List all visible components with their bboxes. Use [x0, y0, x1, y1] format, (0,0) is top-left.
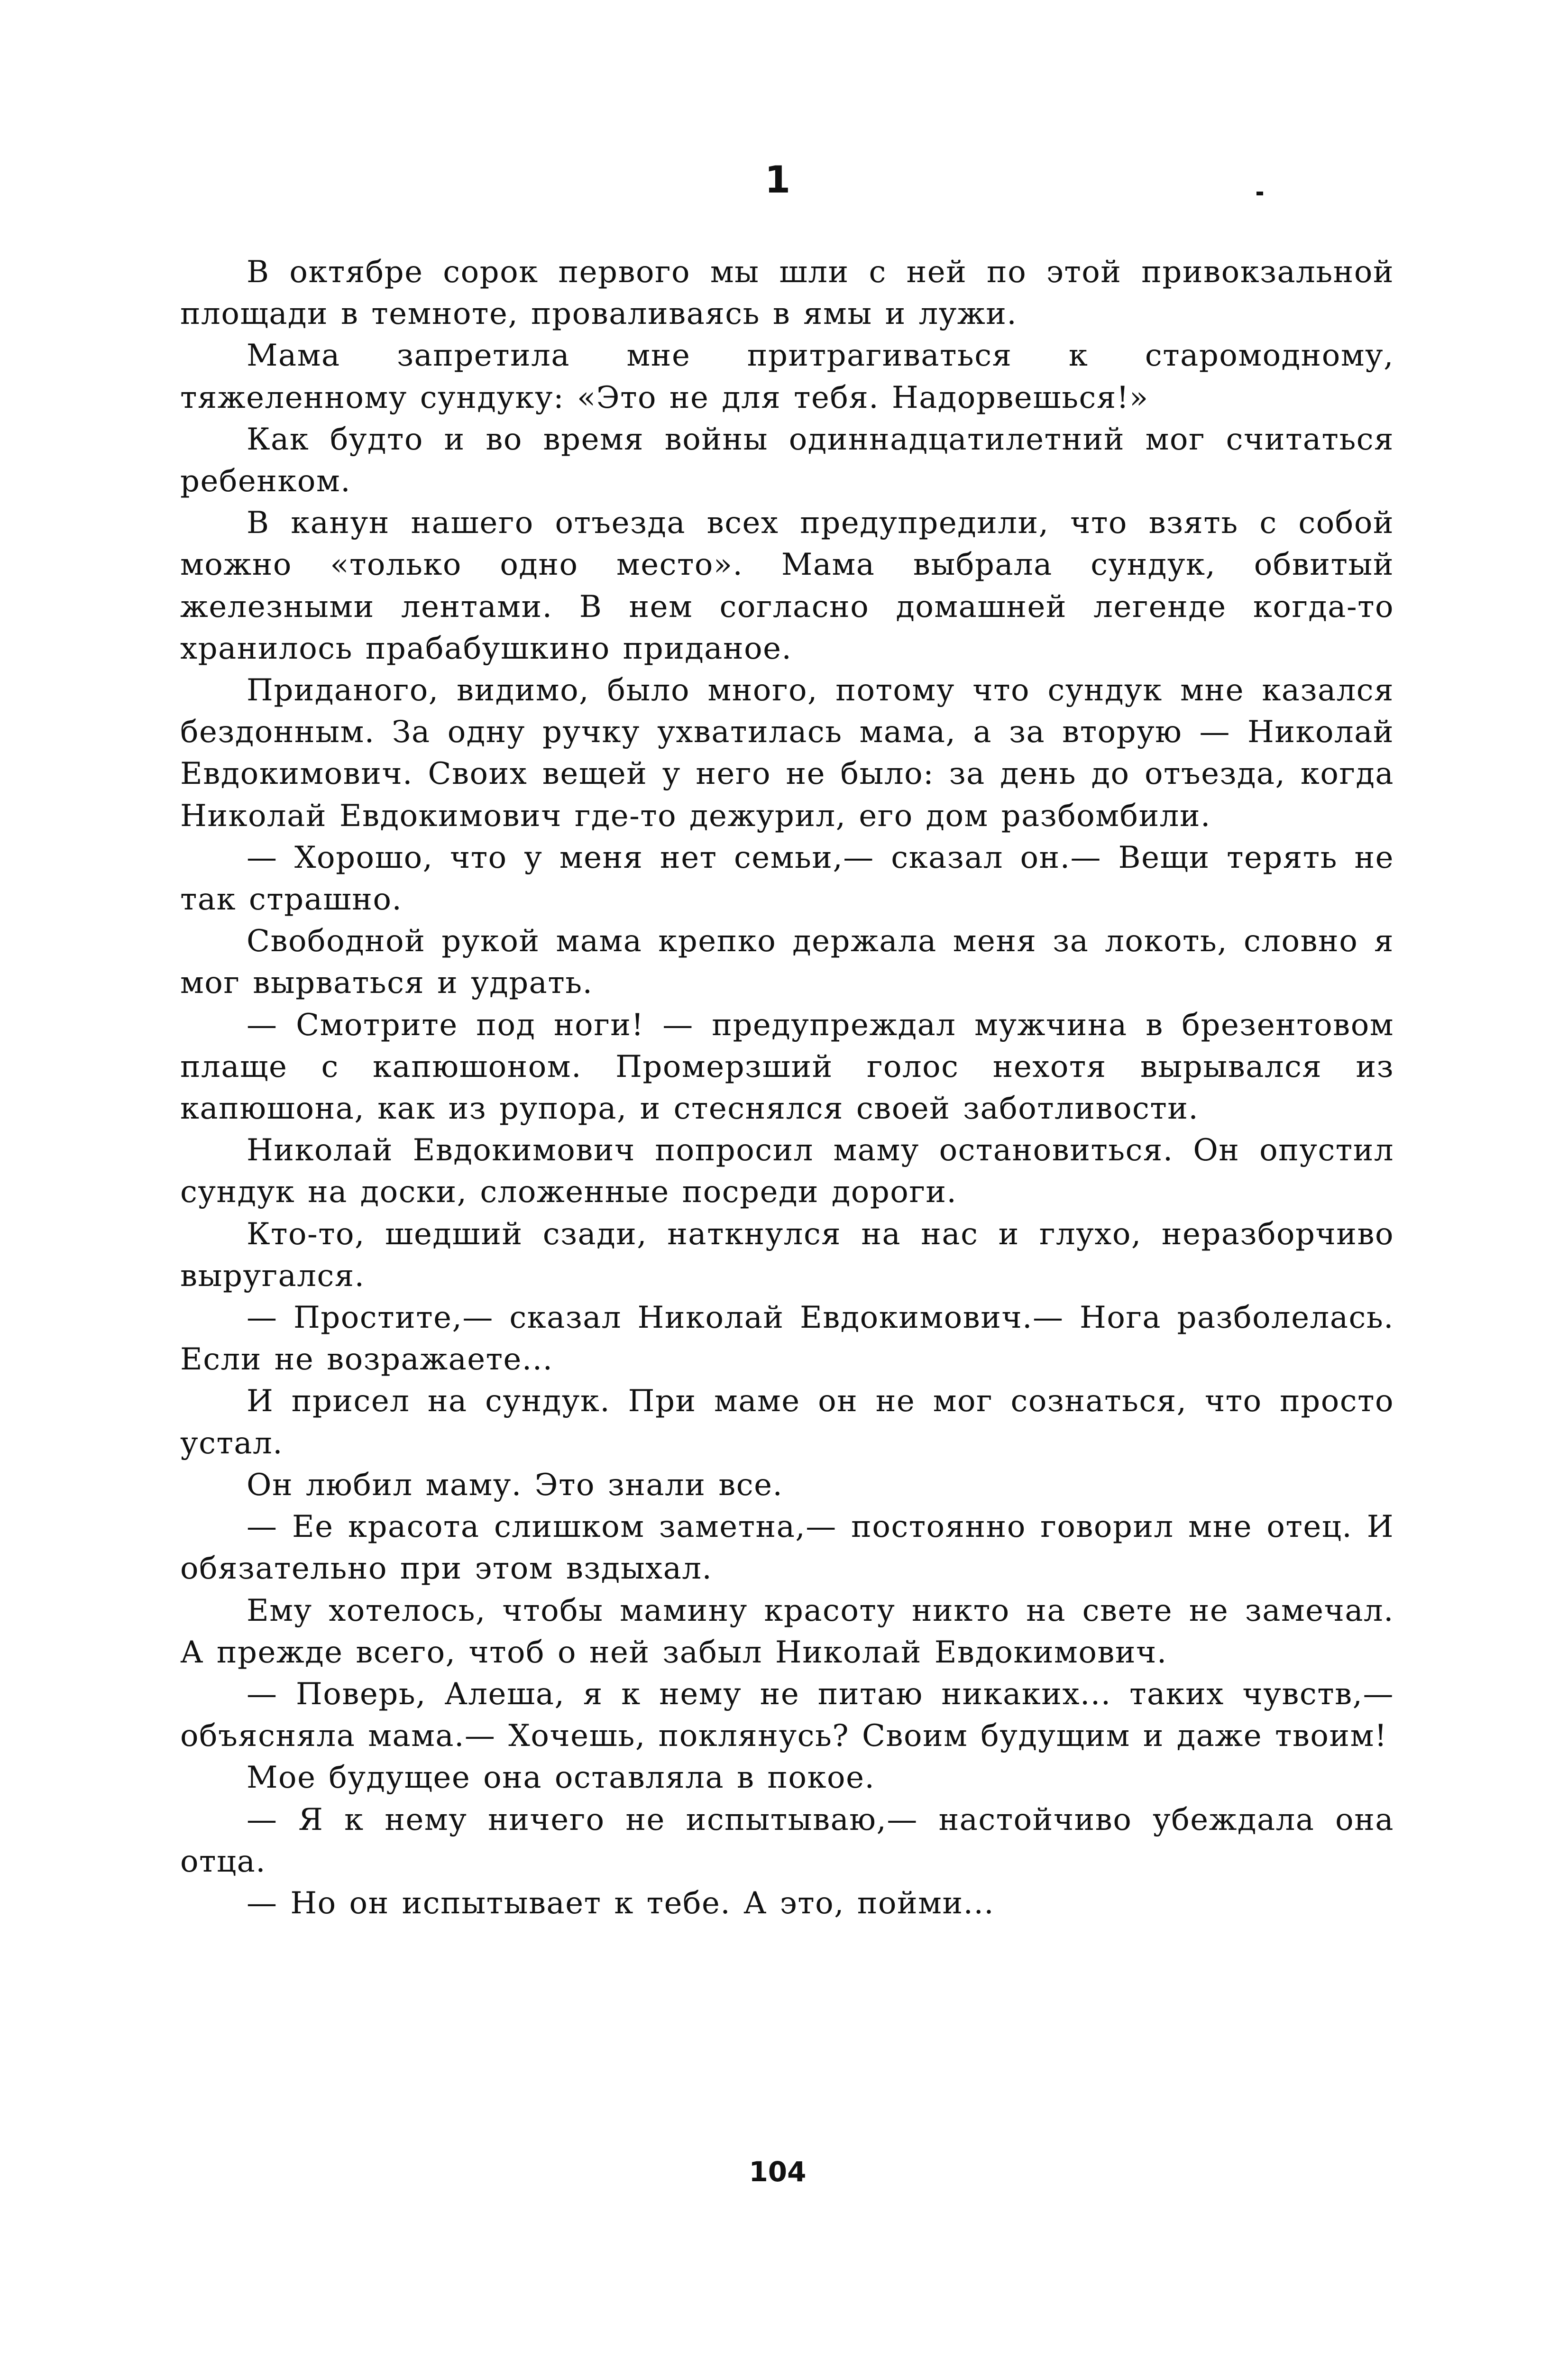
paragraph: — Простите,— сказал Николай Евдокимович.— Нога разболелась. Если не возражаете... — [180, 1300, 1394, 1377]
paragraph: В канун нашего отъезда всех предупредили, что взять с собой можно «только одно место». Мама выбрала сундук, обвитый железными лентами. В нем согласно домашней легенде когда-то хранилось прабабушкино приданое. — [180, 505, 1394, 666]
paragraph: Свободной рукой мама крепко держала меня за локоть, словно я мог вырваться и удрать. — [180, 924, 1394, 1001]
chapter-number: 1 — [764, 159, 791, 202]
paragraph: — Ее красота слишком заметна,— постоянно говорил мне отец. И обязательно при этом вздыхал. — [180, 1509, 1394, 1587]
paragraph: Мое будущее она оставляла в покое. — [247, 1760, 875, 1796]
paragraph: Приданого, видимо, было много, потому что сундук мне казался бездонным. За одну ручку ухватилась мама, а за вторую — Николай Евдокимович. Своих вещей у него не было: за день до отъезда, когда Николай Евдокимович где-то дежурил, его дом разбомбили. — [180, 673, 1394, 834]
paragraph: Мама запретила мне притрагиваться к старомодному, тяжеленному сундуку: «Это не для тебя. Надорвешься!» — [180, 338, 1394, 415]
paragraph: — Смотрите под ноги! — предупреждал мужчина в брезентовом плаще с капюшоном. Промерзший голос нехотя вырывался из капюшона, как из рупора, и стеснялся своей заботливости. — [180, 1007, 1394, 1127]
paragraph: Ему хотелось, чтобы мамину красоту никто на свете не замечал. А прежде всего, чтоб о ней забыл Николай Евдокимович. — [180, 1593, 1394, 1670]
print-mark — [1256, 192, 1263, 195]
paragraph: Как будто и во время войны одиннадцатилетний мог считаться ребенком. — [180, 422, 1394, 499]
paragraph: В октябре сорок первого мы шли с ней по этой привокзальной площади в темноте, проваливаясь в ямы и лужи. — [180, 255, 1394, 332]
paragraph: Он любил маму. Это знали все. — [247, 1467, 783, 1503]
page-number: 104 — [749, 2156, 807, 2188]
body-text — [180, 251, 1394, 1924]
paragraph: Николай Евдокимович попросил маму остановиться. Он опустил сундук на доски, сложенные посреди дороги. — [180, 1133, 1394, 1210]
paragraph: Кто-то, шедший сзади, наткнулся на нас и глухо, неразборчиво выругался. — [180, 1216, 1394, 1294]
paragraph: — Хорошо, что у меня нет семьи,— сказал он.— Вещи терять не так страшно. — [180, 840, 1394, 918]
paragraph: И присел на сундук. При маме он не мог сознаться, что просто устал. — [180, 1384, 1394, 1461]
paragraph: — Я к нему ничего не испытываю,— настойчиво убеждала она отца. — [180, 1802, 1394, 1879]
paragraph: — Но он испытывает к тебе. А это, пойми... — [247, 1885, 995, 1921]
paragraph: — Поверь, Алеша, я к нему не питаю никаких... таких чувств,— объясняла мама.— Хочешь, поклянусь? Своим будущим и даже твоим! — [180, 1676, 1394, 1754]
